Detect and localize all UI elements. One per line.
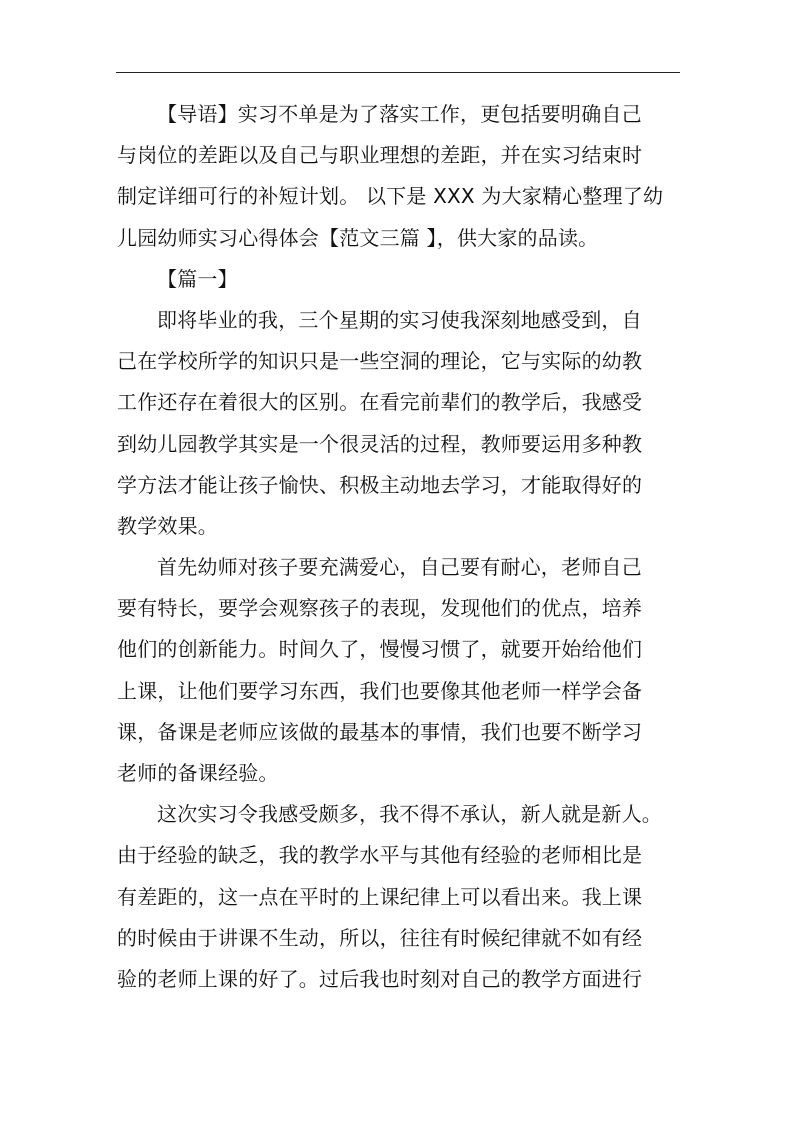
text-line: 与岗位的差距以及自己与职业理想的差距，并在实习结束时 <box>117 143 643 168</box>
text-line: 己在学校所学的知识只是一些空洞的理论，它与实际的幼教 <box>117 349 643 374</box>
text-line: 老师的备课经验。 <box>117 761 279 785</box>
text-line: 的时候由于讲课不生动，所以，往往有时候纪律就不如有经 <box>117 925 643 950</box>
text-line: 有差距的，这一点在平时的上课纪律上可以看出来。我上课 <box>117 884 643 909</box>
text-line: 上课，让他们要学习东西，我们也要像其他老师一样学会备 <box>117 678 643 703</box>
section-heading: 【篇一】 <box>157 266 238 291</box>
text-line: 学方法才能让孩子愉快、积极主动地去学习，才能取得好的 <box>117 472 643 497</box>
text-line: 工作还存在着很大的区别。在看完前辈们的教学后，我感受 <box>117 390 643 415</box>
text-line: 首先幼师对孩子要充满爱心，自己要有耐心，老师自己 <box>157 555 642 580</box>
text-line: 课，备课是老师应该做的最基本的事情，我们也要不断学习 <box>117 719 643 744</box>
text-line: 教学效果。 <box>117 513 218 538</box>
text-line: 他们的创新能力。时间久了，慢慢习惯了，就要开始给他们 <box>117 637 643 662</box>
text-line: 制定详细可行的补短计划。 以下是 XXX 为大家精心整理了幼 <box>117 184 664 209</box>
text-line: 要有特长，要学会观察孩子的表现，发现他们的优点，培养 <box>117 596 643 621</box>
text-line: 验的老师上课的好了。过后我也时刻对自己的教学方面进行 <box>117 966 643 991</box>
text-line: 这次实习令我感受颇多，我不得不承认，新人就是新人。 <box>157 802 662 827</box>
text-line: 到幼儿园教学其实是一个很灵活的过程，教师要运用多种教 <box>117 431 643 456</box>
text-line: 儿园幼师实习心得体会【范文三篇 】，供大家的品读。 <box>117 225 599 250</box>
document-body <box>117 94 683 1000</box>
text-line: 【导语】实习不单是为了落实工作，更包括要明确自己 <box>157 102 642 126</box>
text-line: 由于经验的缺乏，我的教学水平与其他有经验的老师相比是 <box>117 843 643 868</box>
header-rule <box>116 72 680 73</box>
text-line: 即将毕业的我，三个星期的实习使我深刻地感受到，自 <box>157 307 642 332</box>
